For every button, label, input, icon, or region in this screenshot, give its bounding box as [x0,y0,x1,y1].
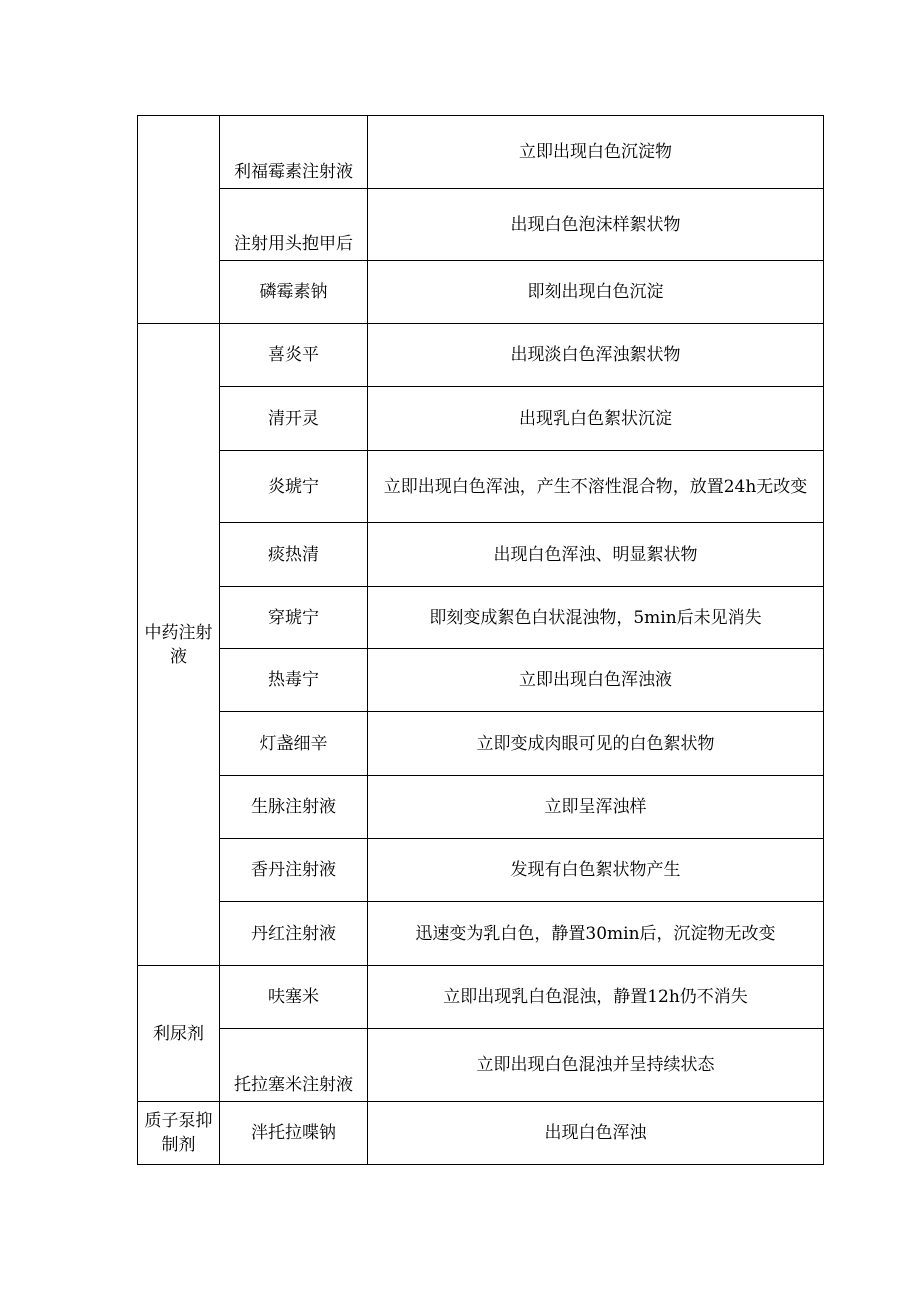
table-row [138,1102,824,1165]
drug-name-cell: 香丹注射液 [220,839,368,902]
category-cell: 利尿剂 [138,966,220,1102]
result-cell: 立即变成肉眼可见的白色絮状物 [368,712,824,776]
result-cell: 出现淡白色浑浊絮状物 [368,324,824,387]
drug-name-cell: 泮托拉喋钠 [220,1102,368,1165]
drug-name-cell: 穿琥宁 [220,587,368,649]
category-cell: 中药注射液 [138,324,220,966]
result-cell: 立即出现乳白色混浊，静置12h仍不消失 [368,966,824,1029]
result-cell: 迅速变为乳白色，静置30min后，沉淀物无改变 [368,902,824,966]
drug-name-cell: 喜炎平 [220,324,368,387]
result-cell: 出现白色泡沫样絮状物 [368,189,824,261]
result-cell: 立即出现白色沉淀物 [368,116,824,189]
result-cell: 立即出现白色混浊并呈持续状态 [368,1029,824,1102]
result-cell: 发现有白色絮状物产生 [368,839,824,902]
drug-name-cell: 托拉塞米注射液 [220,1029,368,1102]
drug-name-cell: 生脉注射液 [220,776,368,839]
table-row [138,1029,824,1102]
table-row [138,587,824,649]
result-cell: 即刻变成絮色白状混浊物，5min后未见消失 [368,587,824,649]
drug-name-cell: 丹红注射液 [220,902,368,966]
drug-name-cell: 清开灵 [220,387,368,451]
table-row [138,649,824,712]
table-row [138,966,824,1029]
table-row [138,451,824,523]
drug-name-cell: 炎琥宁 [220,451,368,523]
result-cell: 立即呈浑浊样 [368,776,824,839]
table-row [138,387,824,451]
table-row [138,902,824,966]
compatibility-table [137,115,824,1165]
table-row [138,776,824,839]
result-cell: 出现乳白色絮状沉淀 [368,387,824,451]
table-row [138,189,824,261]
drug-name-cell: 热毒宁 [220,649,368,712]
drug-name-cell: 注射用头抱甲后 [220,189,368,261]
table-row [138,324,824,387]
table-row [138,116,824,189]
drug-name-cell: 灯盏细辛 [220,712,368,776]
result-cell: 立即出现白色浑浊液 [368,649,824,712]
drug-name-cell: 磷霉素钠 [220,261,368,324]
category-cell [138,116,220,324]
table-row [138,839,824,902]
drug-name-cell: 利福霉素注射液 [220,116,368,189]
table-row [138,523,824,587]
result-cell: 立即出现白色浑浊，产生不溶性混合物，放置24h无改变 [368,451,824,523]
drug-name-cell: 呋塞米 [220,966,368,1029]
result-cell: 出现白色浑浊、明显絮状物 [368,523,824,587]
result-cell: 即刻出现白色沉淀 [368,261,824,324]
result-cell: 出现白色浑浊 [368,1102,824,1165]
category-cell: 质子泵抑制剂 [138,1102,220,1165]
table-row [138,712,824,776]
table-row [138,261,824,324]
drug-name-cell: 痰热清 [220,523,368,587]
